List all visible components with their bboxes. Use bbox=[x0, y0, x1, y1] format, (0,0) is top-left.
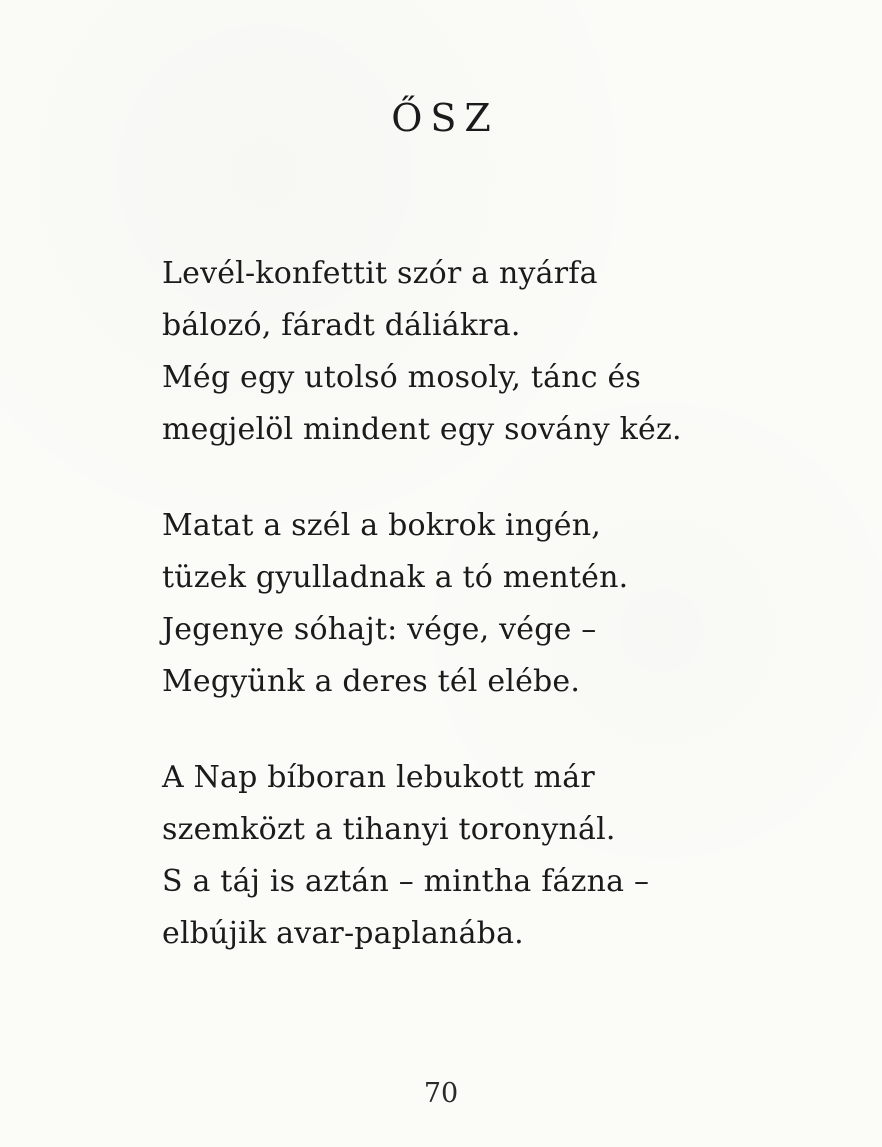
poem-line: szemközt a tihanyi toronynál. bbox=[162, 812, 616, 847]
poem-line: Jegenye sóhajt: vége, vége – bbox=[162, 612, 597, 647]
poem-body bbox=[162, 248, 812, 1004]
poem-line: megjelöl mindent egy sovány kéz. bbox=[162, 412, 682, 447]
stanza-1 bbox=[162, 248, 812, 456]
poem-line: S a táj is aztán – mintha fázna – bbox=[162, 864, 650, 899]
poem-line: tüzek gyulladnak a tó mentén. bbox=[162, 560, 629, 595]
stanza-3 bbox=[162, 752, 812, 960]
poem-line: A Nap bíboran lebukott már bbox=[162, 760, 595, 795]
poem-line: bálozó, fáradt dáliákra. bbox=[162, 308, 521, 343]
poem-line: elbújik avar-paplanába. bbox=[162, 916, 524, 951]
poem-line: Megyünk a deres tél elébe. bbox=[162, 664, 581, 699]
poem-line: Matat a szél a bokrok ingén, bbox=[162, 508, 601, 543]
stanza-2 bbox=[162, 500, 812, 708]
poem-line: Levél-konfettit szór a nyárfa bbox=[162, 256, 598, 291]
poem-line: Még egy utolsó mosoly, tánc és bbox=[162, 360, 642, 395]
poem-title: ŐSZ bbox=[391, 96, 499, 140]
page-number: 70 bbox=[423, 1078, 459, 1109]
